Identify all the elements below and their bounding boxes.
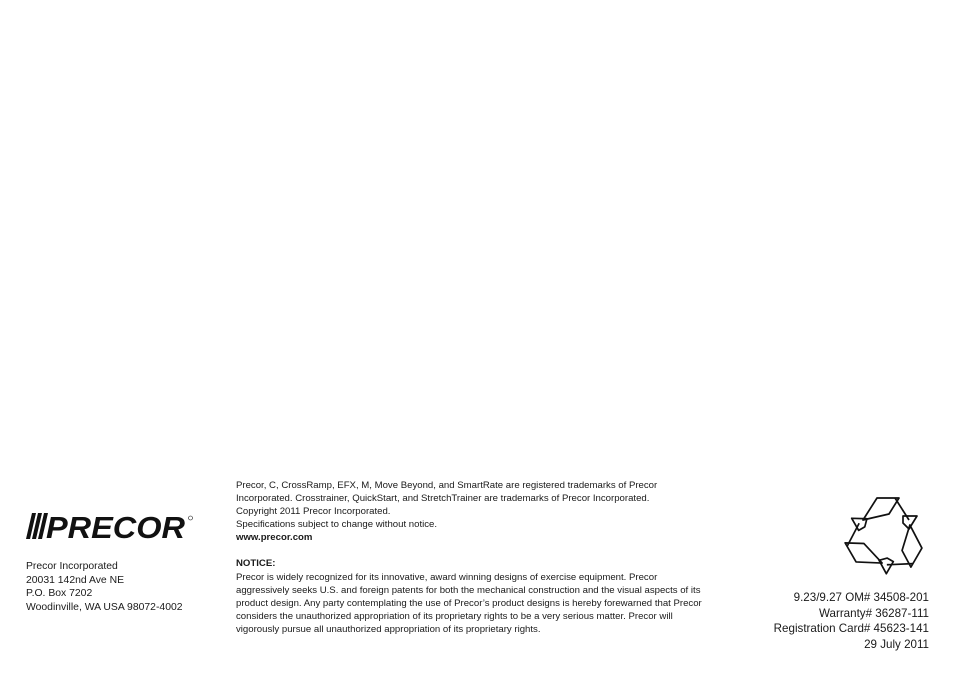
- notice-heading: NOTICE:: [236, 558, 276, 570]
- recycle-icon: [838, 490, 932, 580]
- document-date: 29 July 2011: [864, 637, 929, 651]
- om-number: 9.23/9.27 OM# 34508-201: [793, 591, 929, 604]
- notice-body: Precor is widely recognized for its innovative, award winning designs of exercise equipment. Precor aggressively seeks U.S. and foreign patents for both the mechanical construction and the visual aspects of its product design. Any party contemplating the use of Precor’s product designs is hereby forewarned that Precor considers the unauthorized appropriation of its proprietary rights to be a very serious matter. Precor will vigorously pursue all unauthorized appropriation of its proprietary rights.: [236, 571, 702, 635]
- address-line: Precor Incorporated: [26, 561, 118, 572]
- registration-card-number: Registration Card# 45623-141: [773, 622, 929, 635]
- address-line: Woodinville, WA USA 98072-4002: [26, 601, 183, 613]
- company-address: [26, 560, 183, 614]
- trademark-statement: Precor, C, CrossRamp, EFX, M, Move Beyond, and SmartRate are registered trademarks of Precor Incorporated. Crosstrainer, QuickStart, and StretchTrainer are trademarks of Precor Incorporated.: [236, 480, 658, 505]
- copyright-statement: Copyright 2011 Precor Incorporated.: [236, 506, 391, 518]
- logo-text: PRECOR: [46, 511, 186, 541]
- legal-text: [236, 479, 711, 636]
- specifications-statement: Specifications subject to change without notice.: [236, 519, 438, 531]
- warranty-number: Warranty# 36287-111: [819, 606, 929, 620]
- address-line: 20031 142nd Ave NE: [26, 574, 125, 586]
- document-info: [774, 590, 929, 652]
- website-link[interactable]: www.precor.com: [236, 532, 313, 544]
- precor-logo: [26, 511, 194, 541]
- address-line: P.O. Box 7202: [26, 588, 93, 599]
